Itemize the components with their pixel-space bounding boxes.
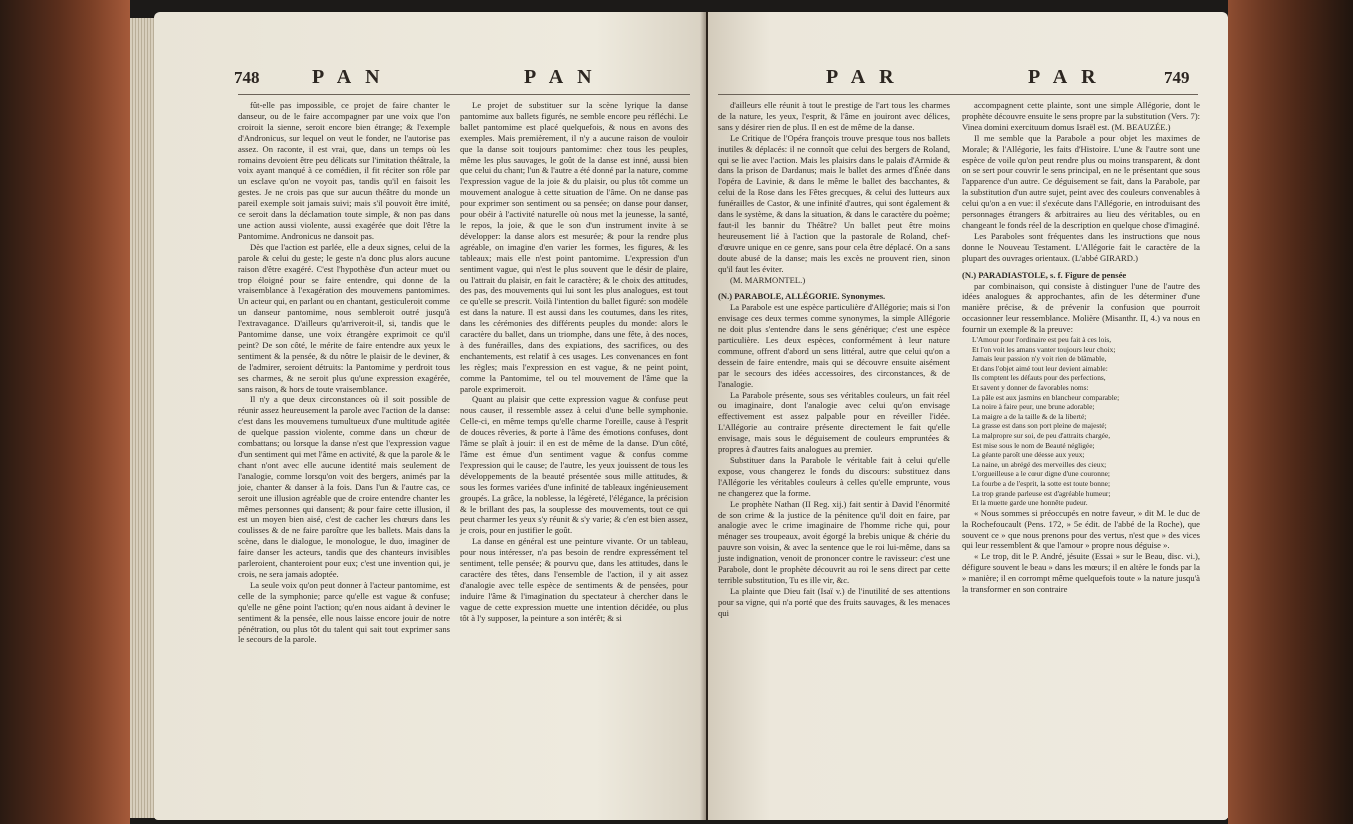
text-column-2 <box>460 100 688 624</box>
paragraph: Le Critique de l'Opéra françois trouve presque tous nos ballets inutiles & déplacés: il ne connoît que celui des bergers de Roland, qui se lie avec l'action. Mais les plaisirs dans le palais d'Armide & dans la prison de Dardanus; mais le ballet des armes d'Énée dans l'opéra de Lavinie, & dans le même le ballet des bacchantes, & celui de la Rose dans les Fêtes grecques, & celui des lutteurs aux funérailles de Castor, & une infinité d'autres, qui sont également & dans le système, & dans la situation, & dans le caractère du poème; faut-il les bannir du Théâtre? Un ballet peut être moins heureusement lié à l'action que la pastorale de Roland, chef-d'œuvre unique en ce genre, sans pour cela être déplacé. On a sans doute abusé de la danse; mais les excès ne prouvent rien, sinon qu'il faut les éviter. <box>718 132 950 274</box>
header-rule <box>718 94 1198 95</box>
text-column-1 <box>718 100 950 619</box>
quotation: « Nous sommes si préoccupés en notre faveur, » dit M. le duc de la Rochefoucault (Pens. 172, » 5e édit. de l'abbé de la Roche), que souvent ce » que nous prenons pour des vertus, n'est que » des vices qui leur ressemblent & que l'amour » propre nous déguise ». <box>962 507 1200 551</box>
verse-line: Jamais leur passion n'y voit rien de blâmable, <box>972 354 1107 364</box>
paragraph: Il n'y a que deux circonstances où il soit possible de réunir assez heureusement la parole avec l'action de la danse: c'est dans les mouvemens tumultueux d'une multitude agitée de quelque passion violente, comme dans un chœur de combattans; ou lorsque la danse n'est que l'expression vague d'un sentiment qui met l'âme en activité, & que la parole & le chant n'ont avec elle aucune identité mais seulement de l'analogie, comme lorsqu'on voit des bergers, animés par la joie, chanter & danser à la fois. Dans l'un & l'autre cas, ce seroit une illusion agréable que de croire entendre chanter les mêmes personnes qui dansent; & pour faire cette illusion, il est un moyen bien aisé, c'est de cacher les chœurs dans les coulisses & de ne faire paroître que les ballets. Mais dans la scène, dans le dialogue, le monologue, le duo, imaginer de faire danser les acteurs, tandis que des chanteurs invisibles parleroient, chanteroient pour eux; c'est une invention qui, je crois, ne sera jamais adoptée. <box>238 394 450 579</box>
verse-line: Et dans l'objet aimé tout leur devient aimable: <box>972 363 1108 373</box>
book-binding-right <box>1228 0 1353 824</box>
page-number: 748 <box>234 68 260 87</box>
verse-line: La maigre a de la taille & de la liberté; <box>972 411 1087 421</box>
verse-line: La pâle est aux jasmins en blancheur comparable; <box>972 392 1120 402</box>
page-number: 749 <box>1164 68 1190 87</box>
paragraph: (M. MARMONTEL.) <box>730 274 806 285</box>
right-page <box>708 12 1228 820</box>
paragraph: accompagnent cette plainte, sont une simple Allégorie, dont le prophète découvre ensuite le sens propre par la substitution (Vers. 7): Vinea domini exercituum domus Israël est. (M. BEAUZÉE.) <box>962 100 1200 132</box>
verse-line: L'Amour pour l'ordinaire est peu fait à ces lois, <box>972 335 1112 345</box>
paragraph: Le projet de substituer sur la scène lyrique la danse pantomime aux ballets figurés, ne semble encore peu réfléchi. Le ballet pantomime est placé quelquefois, & nous en avons des exemples. Mais premièrement, il n'y a aucune raison de vouloir que la danse soit toujours pantomime: chez tous les peuples, même les plus sauvages, le goût de la danse est inné, aussi bien que celui du chant; l'un & l'autre a été donné par la nature, comme l'expression vague de la joie & du plaisir, ou plus tôt comme un mouvement analogue à cette situation de l'âme. On ne danse pas pour exprimer son sentiment ou sa pensée; on danse pour danser, pour obéir à l'activité naturelle où nous met la jeunesse, la santé, le repos, la joie, & que le son d'un instrument invite à se développer: la danse alors est mesurée; & pour la rendre plus agréable, on imagine d'en varier les formes, les figures, & les tableaux; mais elle n'est point pantomime. L'expression d'un sentiment vague, qui n'est le plus souvent que le désir de plaire, ou l'attrait du plaisir, en fait le caractère; & le choix des attitudes, des pas, des mouvements qui lui sont les plus analogues, est tout ce qu'elle se prescrit. Voilà l'intention du ballet figuré: son modèle est dans la nature. Il est aussi dans les coutumes, dans les rites, dans les cérémonies des différents peuples du monde: alors le caractère du ballet, dans un triomphe, dans une fête, à des noces, à des funérailles, dans des expiations, des sacrifices, ou des enchantements, est relatif à ces usages. Les convenances en font les règles; mais l'expression en est vague, & ne peint point, comme la Pantomime, tel ou tel mouvement de l'âme que la parole exprimeroit. <box>460 100 688 394</box>
book-binding-left <box>0 0 130 824</box>
entry-heading: (N.) PARADIASTOLE, s. f. Figure de pensée <box>962 269 1127 280</box>
verse-line: La fourbe a de l'esprit, la sotte est toute bonne; <box>972 478 1111 488</box>
verse-line: La naine, un abrégé des merveilles des cieux; <box>972 459 1107 469</box>
verse-line: Et savent y donner de favorables noms: <box>972 383 1089 392</box>
paragraph: La danse en général est une peinture vivante. Or un tableau, pour nous intéresser, n'a pas besoin de rendre expressément tel sentiment, telle pensée; & pourvu que, dans les attitudes, dans le caractère des têtes, dans l'ensemble de l'action, il y ait assez d'analogie avec telle espèce de sentiments & de pensées, pour induire l'âme & l'imagination du spectateur à chercher dans le vague de cette expression muette une intention décidée, ou plus tôt à l'y supposer, la peinture a son intérêt; & si <box>460 536 688 623</box>
running-head-left: PAN <box>312 66 394 88</box>
verse-line: Ils comptent les défauts pour des perfections, <box>972 373 1106 383</box>
verse-line: La géante paroît une déesse aux yeux; <box>972 450 1085 460</box>
paragraph: d'ailleurs elle réunit à tout le prestige de l'art tous les charmes de la nature, les yeux, l'esprit, & l'âme en jouiront avec délices, sans y désirer rien de plus. Il en est de même de la danse. <box>718 100 950 132</box>
quotation: « Le trop, dit le P. André, jésuite (Essai » sur le Beau, disc. vi.), défigure souvent le beau » dans les mœurs; il en altère le fonds par la » manière; il en corrompt même quelquefois toute » la nature jusqu'à la transformer en son contraire <box>962 551 1200 595</box>
paragraph: Substituer dans la Parabole le véritable fait à celui qu'elle expose, vous changerez le fonds du discours: substituez dans l'Allégorie les véritables couleurs à celles qu'elle emprunte, vous ne changerez que la forme. <box>718 455 950 498</box>
verse-line: La noire à faire peur, une brune adorable; <box>972 402 1095 412</box>
text-column-1 <box>238 100 450 645</box>
paragraph: La Parabole présente, sous ses véritables couleurs, un fait réel ou imaginaire, dont l'analogie avec celui qu'on envisage effectivement est assez palpable pour en réveiller l'idée. L'Allégorie au contraire présente directement le fait qu'elle envisage, mais sous le déguisement de couleurs empruntées & propres à d'autres faits analogues au premier. <box>718 389 950 455</box>
verse-line: La trop grande parleuse est d'agréable humeur; <box>972 488 1111 498</box>
paragraph: La plainte que Dieu fait (Isaï v.) de l'inutilité de ses attentions pour sa vigne, qui n'a porté que des fruits sauvages, & les menaces qui <box>718 585 950 618</box>
running-head-right: PAN <box>524 66 606 88</box>
running-head-right: PAR <box>1028 66 1110 88</box>
paragraph: La seule voix qu'on peut donner à l'acteur pantomime, est celle de la symphonie; parce qu'elle est vague & confuse; qu'elle ne gêne point l'action; qu'en nous aidant à deviner le sentiment & la pensée, elle nous laisse encore jouir de notre pénétration, ou plus tôt du talent qui sait tout exprimer sans le secours de la parole. <box>238 579 450 645</box>
paragraph: par combinaison, qui consiste à distinguer l'une de l'autre des idées analogues & approchantes, afin de les déterminer d'une manière précise, & de prévenir la confusion que pourroit occasionner leur ressemblance. Molière (Misanthr. II, 4.) va nous en fournir un exemple & la preuve: <box>962 280 1200 335</box>
paragraph: Le prophète Nathan (II Reg. xij.) fait sentir à David l'énormité de son crime & la justice de la pénitence qu'il doit en faire, par analogie avec le crime imaginaire de l'homme riche qui, pour ménager ses troupeaux, avoit égorgé la brebis unique & chérie du pauvre son voisin, & avec la sentence que le roi lui-même, dans sa juste indignation, venoit de prononcer contre le ravisseur: c'est une Parabole, dont le prophète découvrit au roi le sens direct par cette terrible substitution, Tu es ille vir, &c. <box>718 498 950 585</box>
verse-line: La grasse est dans son port pleine de majesté; <box>972 421 1107 431</box>
verse-line: L'orgueilleuse a le cœur digne d'une couronne; <box>972 469 1110 479</box>
paragraph: fût-elle pas impossible, ce projet de faire chanter le danseur, ou de le faire accompagner par une voix que l'on croiroit la sienne, seroit encore bien étrange; & l'exemple d'Andronicus, sur lequel on veut le fonder, ne l'autorise pas assez. On raconte, il est vrai, que, dans un temps où les romains devoient être peu délicats sur l'imitation théâtrale, la voix ayant manqué à ce comédien, il fit réciter son rôle par un esclave qu'on ne voyoit pas, tandis qu'il en faisoit les gestes. Je ne crois pas que sur aucun théâtre du monde un pareil exemple soit jamais suivi; mais s'il pouvoit être imité, ce seroit dans la déclamation toute simple, & non pas dans une action aussi violente, aussi exagérée que doit l'être la Pantomime. Andronicus ne dansoit pas. <box>238 100 450 241</box>
paragraph: Il me semble que la Parabole a pour objet les maximes de Morale; & l'Allégorie, les faits d'Histoire. L'une & l'autre sont une espèce de voile qu'on peut rendre plus ou moins transparent, & dont on se sert pour couvrir le sens principal, en ne le présentant que sous l'apparence d'un autre. Ce déguisement se fait, dans la Parabole, par la substitution d'un autre sujet, peint avec des couleurs convenables à celui qu'on a en vue: il s'exécute dans l'Allégorie, en introduisant des personnages étrangers & arbitraires au lieu des véritables, ou en changeant le fonds réel de la description en quelque chose d'imaginé. <box>962 132 1200 230</box>
page-edges-left <box>130 18 156 818</box>
header-rule <box>238 94 690 95</box>
verse-line: Est mise sous le nom de Beauté négligée; <box>972 440 1095 450</box>
paragraph: Les Paraboles sont fréquentes dans les instructions que nous donne le Nouveau Testament. L'Allégorie fait le caractère de la plupart des ouvrages orientaux. (L'abbé GIRARD.) <box>962 230 1200 263</box>
left-page <box>154 12 706 820</box>
entry-heading: (N.) PARABOLE, ALLÉGORIE. Synonymes. <box>718 291 886 302</box>
verse-line: Et l'on voit les amans vanter toujours leur choix; <box>972 344 1116 354</box>
paragraph: La Parabole est une espèce particulière d'Allégorie; mais si l'on envisage ces deux termes comme synonymes, la simple Allégorie ne doit plus s'entendre dans le sens générique; c'est une espèce particulière. Les deux espèces, conformément à leur nature commune, offrent d'abord un sens littéral, autre que celui qu'on a dessein de faire entendre, mais qui se découvre ensuite aisément par le secours des idées accessoires, des circonstances, & de l'analogie. <box>718 302 950 389</box>
paragraph: Quant au plaisir que cette expression vague & confuse peut nous causer, il ressemble assez à celui d'une belle symphonie. Celle-ci, en même temps qu'elle charme l'oreille, cause à l'esprit de douces rêveries, & porte à l'âme des émotions confuses, dont l'âme se plaît à jouir: il en est de même de la danse. D'un côté, l'âme est émue d'un sentiment vague & confus comme l'expression qui le cause; de l'autre, les yeux jouissent de tous les développements de la beauté présentée sous mille attitudes, & sous les formes variées d'une infinité de tableaux ingénieusement groupés. La grâce, la noblesse, la légèreté, l'élégance, la précision & le brillant des pas, la souplesse des mouvements, tout ce qui peut charmer les yeux s'y réunit & s'y varie; & c'en est bien assez, je crois, pour en justifier le goût. <box>460 394 688 536</box>
text-column-2 <box>962 100 1200 595</box>
paragraph: Dès que l'action est parlée, elle a deux signes, celui de la parole & celui du geste; le geste n'a donc plus alors aucune raison d'être exagéré. C'est l'hypothèse d'un acteur muet ou trop éloigné pour se faire entendre, qui donne de la vraisemblance à l'exagération des mouvemens pantomimes. Un acteur qui, en parlant ou en chantant, gesticuleroit comme un danseur pantomime, nous sembleroit outré jusqu'à l'extravagance. D'ailleurs qu'arriveroit-il, si, tandis que le Pantomime danse, une voix étrangère exprimoit ce qu'il peint? De son côté, le mérite de faire entendre aux yeux le sentiment & la pensée, & du nôtre le plaisir de le deviner, & de l'admirer, seroient détruits: la Pantomime y perdroit tous ses charmes, & ne seroit plus qu'une expression exagérée, sans raison, & hors de toute vraisemblance. <box>238 241 450 394</box>
running-head-left: PAR <box>826 66 908 88</box>
verse-line: Et la muette garde une honnête pudeur. <box>972 498 1088 508</box>
verse-line: La malpropre sur soi, de peu d'attraits chargée, <box>972 430 1111 440</box>
